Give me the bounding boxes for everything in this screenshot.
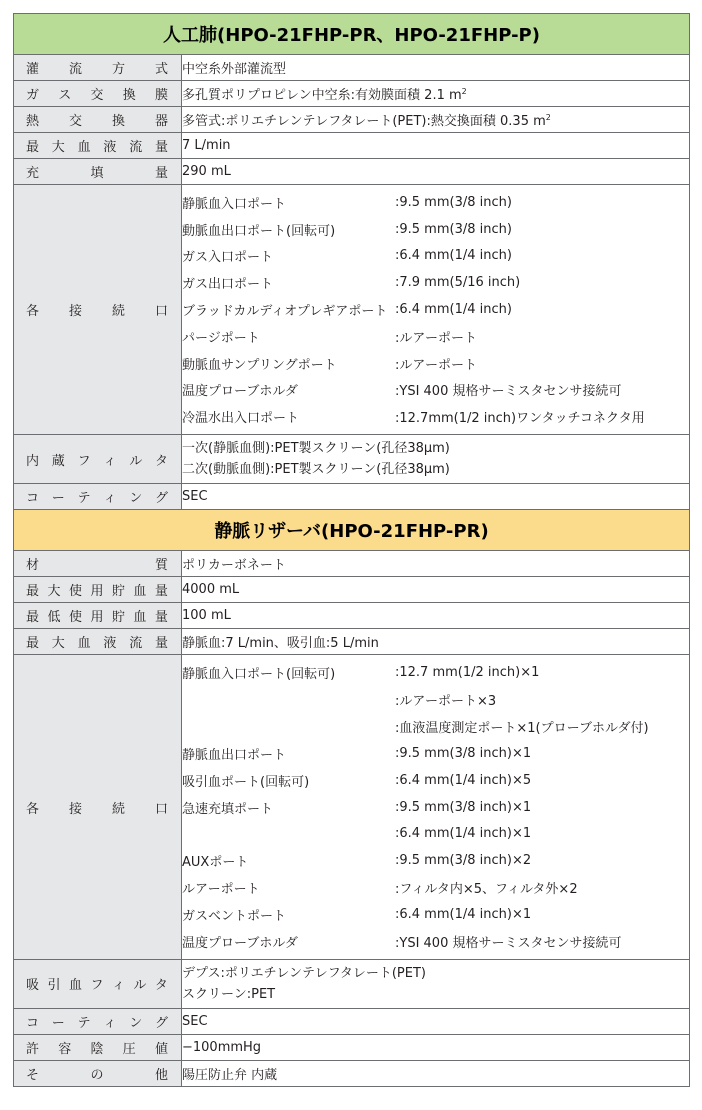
port-spec: :フィルタ内×5、フィルタ外×2	[395, 882, 578, 898]
lung-spec-3-label: 最 大 血 液 流 量	[14, 133, 182, 159]
lung-section-title: 人工肺(HPO-21FHP-PR、HPO-21FHP-P)	[14, 14, 690, 55]
lung-spec-2-value: 多管式:ポリエチレンテレフタレート(PET):熱交換面積 0.35 $m^2$	[182, 107, 690, 133]
reservoir-tail-1-value: −100mmHg	[182, 1034, 690, 1060]
port-spec: :9.5 mm(3/8 inch)×2	[395, 853, 532, 869]
reservoir-tail-0-label: コ ー テ ィ ン グ	[14, 1008, 182, 1034]
port-item	[182, 794, 689, 821]
reservoir-tail-1-label: 許 容 陰 圧 値	[14, 1034, 182, 1060]
reservoir-spec-3-value: 静脈血:7 L/min、吸引血:5 L/min	[182, 629, 690, 655]
reservoir-section-header	[14, 510, 690, 551]
reservoir-ports-row	[14, 655, 690, 960]
port-name: 冷温水出入口ポート	[182, 411, 300, 427]
lung-coating-label: コ ー テ ィ ン グ	[14, 484, 182, 510]
port-item	[182, 874, 689, 901]
port-spec: :6.4 mm(1/4 inch)	[395, 302, 512, 318]
lung-ports-label: 各 接 続 口	[14, 185, 182, 435]
port-name: 動脈血出口ポート(回転可)	[182, 223, 336, 239]
port-name: ルアーポート	[182, 882, 260, 898]
reservoir-spec-3-row	[14, 629, 690, 655]
port-item	[182, 269, 689, 296]
port-spec: :6.4 mm(1/4 inch)×1	[395, 907, 532, 923]
reservoir-spec-1-value: 4000 mL	[182, 577, 690, 603]
reservoir-spec-0-row	[14, 551, 690, 577]
reservoir-spec-0-value: ポリカーボネート	[182, 551, 690, 577]
reservoir-section-title: 静脈リザーバ(HPO-21FHP-PR)	[14, 510, 690, 551]
port-spec: :6.4 mm(1/4 inch)	[395, 248, 512, 264]
port-spec: :ルアーポート×3	[395, 694, 497, 709]
lung-spec-4-value: 290 mL	[182, 159, 690, 185]
reservoir-filter-label: 吸 引 血 フ ィ ル タ	[14, 959, 182, 1008]
reservoir-ports-label: 各 接 続 口	[14, 655, 182, 960]
reservoir-spec-2-label: 最 低 使 用 貯 血 量	[14, 603, 182, 629]
port-spec: :12.7mm(1/2 inch)ワンタッチコネクタ用	[395, 411, 645, 427]
lung-spec-2-label: 熱 交 換 器	[14, 107, 182, 133]
port-name: AUXポート	[182, 855, 249, 871]
port-item	[182, 189, 689, 216]
port-name: ガスベントポート	[182, 909, 287, 925]
reservoir-filter-row	[14, 959, 690, 1008]
port-item	[182, 740, 689, 767]
port-spec: :7.9 mm(5/16 inch)	[395, 275, 521, 291]
port-item	[182, 686, 689, 713]
port-item	[182, 243, 689, 270]
lung-spec-0-value: 中空糸外部灌流型	[182, 55, 690, 81]
lung-spec-1-row	[14, 81, 690, 107]
port-spec: :血液温度測定ポート×1(プローブホルダ付)	[395, 720, 649, 736]
lung-coating-row	[14, 484, 690, 510]
port-name: ブラッドカルディオプレギアポート	[182, 304, 388, 320]
port-spec: :9.5 mm(3/8 inch)×1	[395, 745, 532, 761]
port-spec: :6.4 mm(1/4 inch)×1	[395, 826, 532, 842]
lung-filter-label: 内 蔵 フ ィ ル タ	[14, 435, 182, 484]
port-spec: :9.5 mm(3/8 inch)×1	[395, 799, 532, 815]
lung-ports-row	[14, 185, 690, 435]
reservoir-tail-2-value: 陽圧防止弁 内蔵	[182, 1060, 690, 1086]
port-name: ガス入口ポート	[182, 250, 274, 266]
port-name: 動脈血サンプリングポート	[182, 357, 337, 373]
port-name: 温度プローブホルダ	[182, 936, 298, 952]
port-spec: :9.5 mm(3/8 inch)	[395, 194, 512, 210]
text-line: スクリーン:PET	[182, 986, 276, 1002]
port-spec: :12.7 mm(1/2 inch)×1	[395, 665, 540, 681]
reservoir-spec-1-row	[14, 577, 690, 603]
reservoir-spec-1-label: 最 大 使 用 貯 血 量	[14, 577, 182, 603]
reservoir-spec-2-value: 100 mL	[182, 603, 690, 629]
port-spec: :9.5 mm(3/8 inch)	[395, 221, 512, 237]
lung-spec-3-row	[14, 133, 690, 159]
text-line: 一次(静脈血側):PET製スクリーン(孔径38μm)	[182, 441, 450, 457]
port-item	[182, 659, 689, 686]
port-name: 急速充填ポート	[182, 801, 274, 817]
lung-spec-1-label: ガ ス 交 換 膜	[14, 81, 182, 107]
lung-spec-1-value: 多孔質ポリプロピレン中空糸:有効膜面積 2.1 $m^2$	[182, 81, 690, 107]
spec-table-body	[14, 14, 690, 1087]
text-line: デプス:ポリエチレンテレフタレート(PET)	[182, 965, 426, 981]
port-name: 静脈血入口ポート(回転可)	[182, 667, 336, 683]
reservoir-tail-0-row	[14, 1008, 690, 1034]
port-item	[182, 821, 689, 848]
lung-spec-4-row	[14, 159, 690, 185]
port-item	[182, 323, 689, 350]
port-spec: :6.4 mm(1/4 inch)×5	[395, 772, 532, 788]
lung-spec-4-label: 充 填 量	[14, 159, 182, 185]
port-item	[182, 713, 689, 740]
port-item	[182, 350, 689, 377]
spec-table	[13, 13, 690, 1087]
port-spec: :ルアーポート	[395, 357, 477, 373]
port-item	[182, 847, 689, 874]
port-name: 温度プローブホルダ	[182, 384, 298, 400]
lung-spec-3-value: 7 L/min	[182, 133, 690, 159]
port-name: 静脈血入口ポート	[182, 196, 287, 212]
lung-section-header	[14, 14, 690, 55]
reservoir-tail-1-row	[14, 1034, 690, 1060]
port-item	[182, 296, 689, 323]
lung-filter-row	[14, 435, 690, 484]
port-item	[182, 901, 689, 928]
lung-filter-value	[182, 435, 690, 484]
text-line: 二次(動脈血側):PET製スクリーン(孔径38μm)	[182, 462, 450, 478]
reservoir-spec-3-label: 最 大 血 液 流 量	[14, 629, 182, 655]
port-item	[182, 403, 689, 430]
reservoir-tail-2-row	[14, 1060, 690, 1086]
port-spec: :YSI 400 規格サーミスタセンサ接続可	[395, 936, 622, 952]
reservoir-spec-0-label: 材 質	[14, 551, 182, 577]
port-name: 吸引血ポート(回転可)	[182, 774, 310, 790]
lung-ports-list	[182, 185, 690, 435]
reservoir-tail-2-label: そ の 他	[14, 1060, 182, 1086]
port-spec: :YSI 400 規格サーミスタセンサ接続可	[395, 384, 622, 400]
lung-coating-value: SEC	[182, 484, 690, 510]
port-spec: :ルアーポート	[395, 330, 477, 346]
port-name: 静脈血出口ポート	[182, 747, 287, 763]
lung-spec-0-label: 灌 流 方 式	[14, 55, 182, 81]
port-item	[182, 767, 689, 794]
port-item	[182, 377, 689, 404]
port-name: パージポート	[182, 330, 260, 346]
lung-spec-0-row	[14, 55, 690, 81]
spec-sheet	[13, 13, 689, 1087]
port-item	[182, 216, 689, 243]
reservoir-ports-list	[182, 655, 690, 960]
port-item	[182, 928, 689, 955]
lung-spec-2-row	[14, 107, 690, 133]
reservoir-tail-0-value: SEC	[182, 1008, 690, 1034]
reservoir-filter-value	[182, 959, 690, 1008]
port-name: ガス出口ポート	[182, 277, 274, 293]
reservoir-spec-2-row	[14, 603, 690, 629]
